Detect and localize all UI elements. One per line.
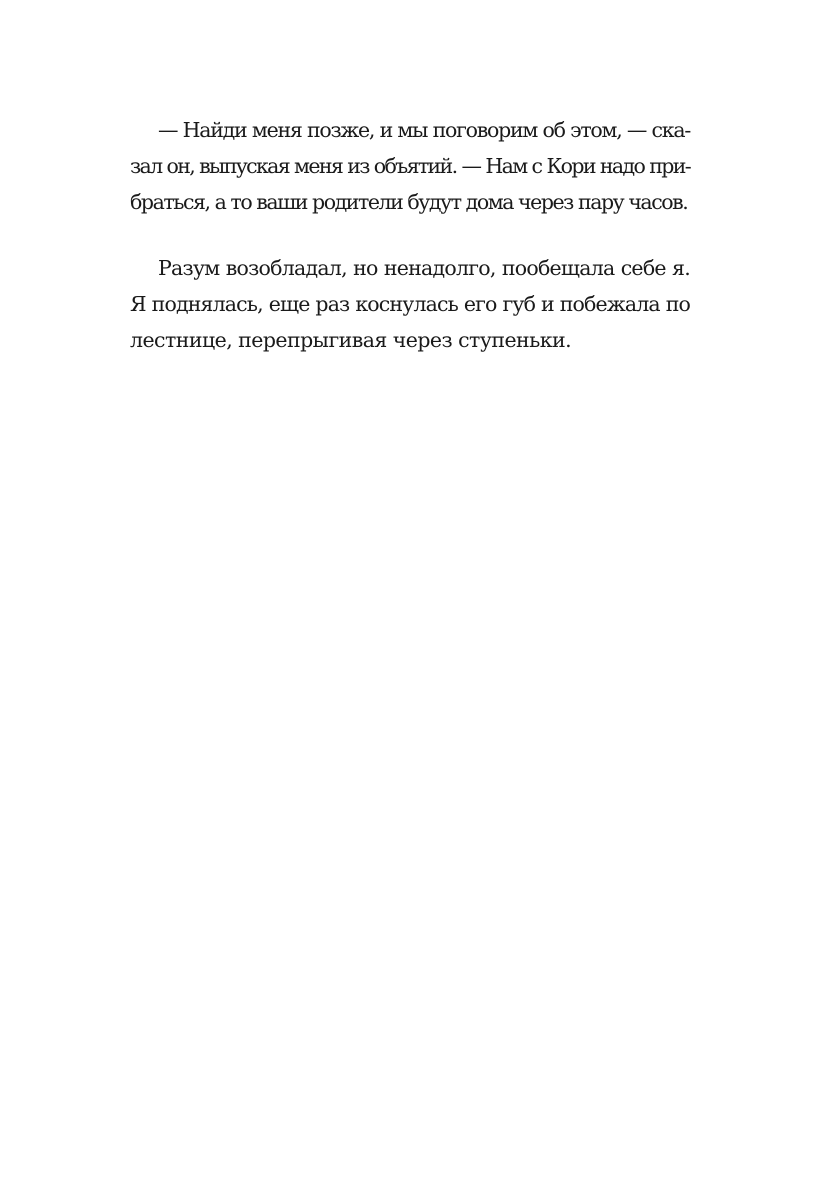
text-line: зал он, выпуская меня из объятий. — Нам с Кори надо при- [130, 154, 690, 178]
book-page [130, 112, 690, 388]
paragraph-2 [130, 250, 690, 358]
text-line: Разум возобладал, но ненадолго, пообещала себе я. [158, 256, 690, 280]
text-line: Я поднялась, еще раз коснулась его губ и побежала по [130, 292, 690, 316]
text-line: — Найди меня позже, и мы поговорим об этом, — ска- [158, 118, 690, 142]
text-line: браться, а то ваши родители будут дома через пару часов. [130, 190, 688, 214]
paragraph-1 [130, 112, 690, 220]
text-line: лестнице, перепрыгивая через ступеньки. [130, 328, 572, 352]
